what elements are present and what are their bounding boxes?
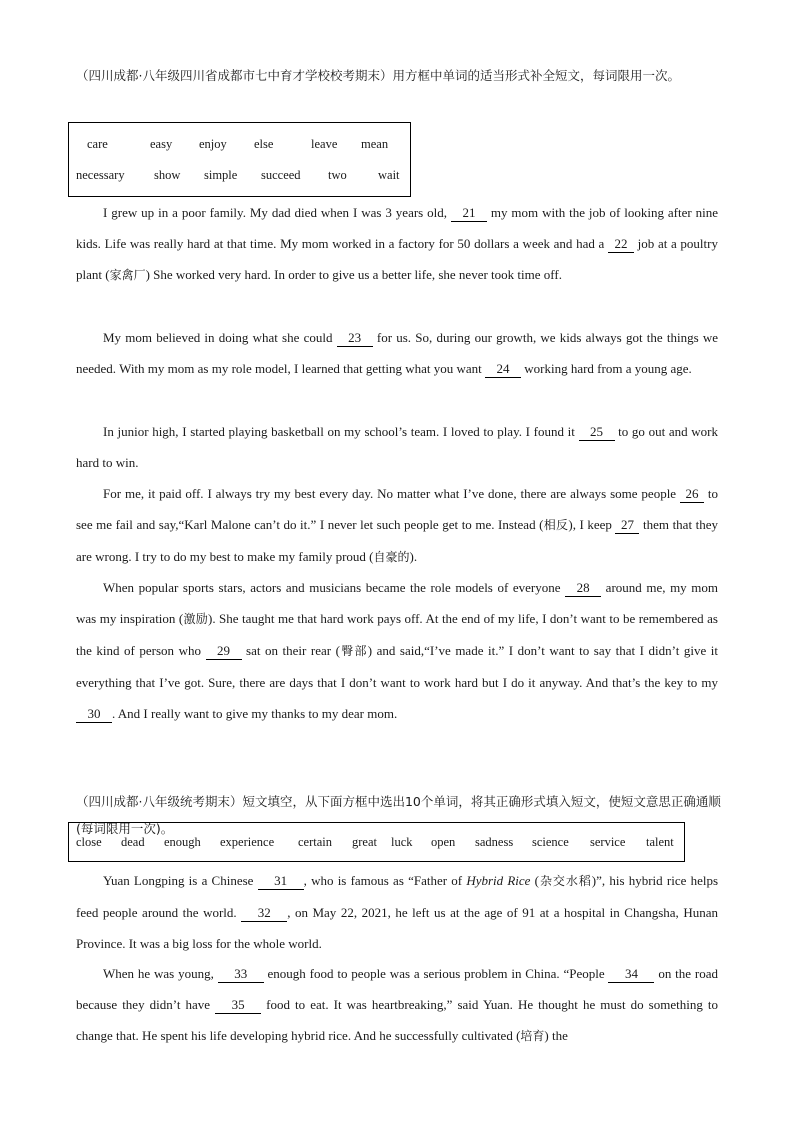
word-dead: dead xyxy=(121,835,145,849)
word-necessary: necessary xyxy=(76,168,125,182)
blank-28[interactable]: 28 xyxy=(565,580,601,597)
word-luck: luck xyxy=(391,835,413,849)
word-leave: leave xyxy=(311,137,338,151)
blank-27[interactable]: 27 xyxy=(615,517,639,534)
word-sadness: sadness xyxy=(475,835,514,849)
blank-32[interactable]: 32 xyxy=(241,905,287,922)
word-two: two xyxy=(328,168,347,182)
passage1-paragraph-2: My mom believed in doing what she could 23 for us. So, during our growth, we kids always got the things we needed. With my mom as my role model, I learned that getting what you want 24 working hard from a young age. xyxy=(76,330,718,376)
blank-30[interactable]: 30 xyxy=(76,706,112,723)
blank-22[interactable]: 22 xyxy=(608,236,634,253)
word-care: care xyxy=(87,137,108,151)
word-service: service xyxy=(590,835,626,849)
word-simple: simple xyxy=(204,168,238,182)
section1-instruction: （四川成都·八年级四川省成都市七中育才学校校考期末）用方框中单词的适当形式补全短文，每词限用一次。 xyxy=(76,68,680,83)
word-wait: wait xyxy=(378,168,400,182)
word-science: science xyxy=(532,835,569,849)
blank-24[interactable]: 24 xyxy=(485,361,521,378)
blank-31[interactable]: 31 xyxy=(258,873,304,890)
word-enough: enough xyxy=(164,835,201,849)
passage2-paragraph-2: When he was young, 33 enough food to people was a serious problem in China. “People 34 on the road because they didn’t have 35 food to eat. It was heartbreaking,” said Yuan. He thought he must do something to change that. He spent his life developing hybrid rice. And he successfully cultivated (培育) the xyxy=(76,966,719,1043)
passage1-paragraph-1: I grew up in a poor family. My dad died when I was 3 years old, 21 my mom with the job of looking after nine kids. Life was really hard at that time. My mom worked in a factory for 50 dollars a week and had a 22 job at a poultry plant (家禽厂) She worked very hard. In order to give us a better life, she never took time off. xyxy=(76,205,719,282)
passage1-paragraph-5: When popular sports stars, actors and musicians became the role models of everyone 28 around me, my mom was my inspiration (激励). She taught me that hard work pays off. At the end of my life, I don’t want to be remembered as the kind of person who 29 sat on their rear (臀部) and said,“I’ve made it.” I don’t want to say that I didn’t give it everything that I’ve got. Sure, there are days that I don’t want to work hard but I do it anyway. And that’s the key to my 30 . And I really want to give my thanks to my dear mom. xyxy=(76,580,718,721)
section1-word-box xyxy=(68,122,411,197)
blank-23[interactable]: 23 xyxy=(337,330,373,347)
word-experience: experience xyxy=(220,835,275,849)
blank-35[interactable]: 35 xyxy=(215,997,261,1014)
word-close: close xyxy=(76,835,102,849)
word-enjoy: enjoy xyxy=(199,137,227,151)
passage1-paragraph-3: In junior high, I started playing basketball on my school’s team. I loved to play. I found it 25 to go out and work hard to win. xyxy=(76,424,718,470)
blank-34[interactable]: 34 xyxy=(608,966,654,983)
word-certain: certain xyxy=(298,835,333,849)
passage1-paragraph-4: For me, it paid off. I always try my best every day. No matter what I’ve done, there are always some people 26 to see me fail and say,“Karl Malone can’t do it.” I never let such people get to me. Instead (相反), I keep 27 them that they are wrong. I try to do my best to make my family proud (自豪的). xyxy=(76,486,718,564)
blank-33[interactable]: 33 xyxy=(218,966,264,983)
word-talent: talent xyxy=(646,835,674,849)
word-open: open xyxy=(431,835,456,849)
word-box-row-1 xyxy=(69,137,410,153)
word-easy: easy xyxy=(150,137,173,151)
word-great: great xyxy=(352,835,377,849)
word-show: show xyxy=(154,168,181,182)
word-succeed: succeed xyxy=(261,168,301,182)
passage2-paragraph-1: Yuan Longping is a Chinese 31 , who is famous as “Father of Hybrid Rice (杂交水稻)”, his hybrid rice helps feed people around the world. 32 , on May 22, 2021, he left us at the age of 91 at a hospital in Changsha, Hunan Province. It was a big loss for the whole world. xyxy=(76,873,719,951)
blank-29[interactable]: 29 xyxy=(206,643,242,660)
word-else: else xyxy=(254,137,274,151)
word-mean: mean xyxy=(361,137,389,151)
blank-26[interactable]: 26 xyxy=(680,486,704,503)
blank-21[interactable]: 21 xyxy=(451,205,487,222)
section2-instruction: （四川成都·八年级统考期末）短文填空，从下面方框中选出10个单词，将其正确形式填入短文，使短文意思正确通顺(每词限用一次)。 xyxy=(76,794,721,836)
blank-25[interactable]: 25 xyxy=(579,424,615,441)
word-box-row-2 xyxy=(69,168,410,184)
